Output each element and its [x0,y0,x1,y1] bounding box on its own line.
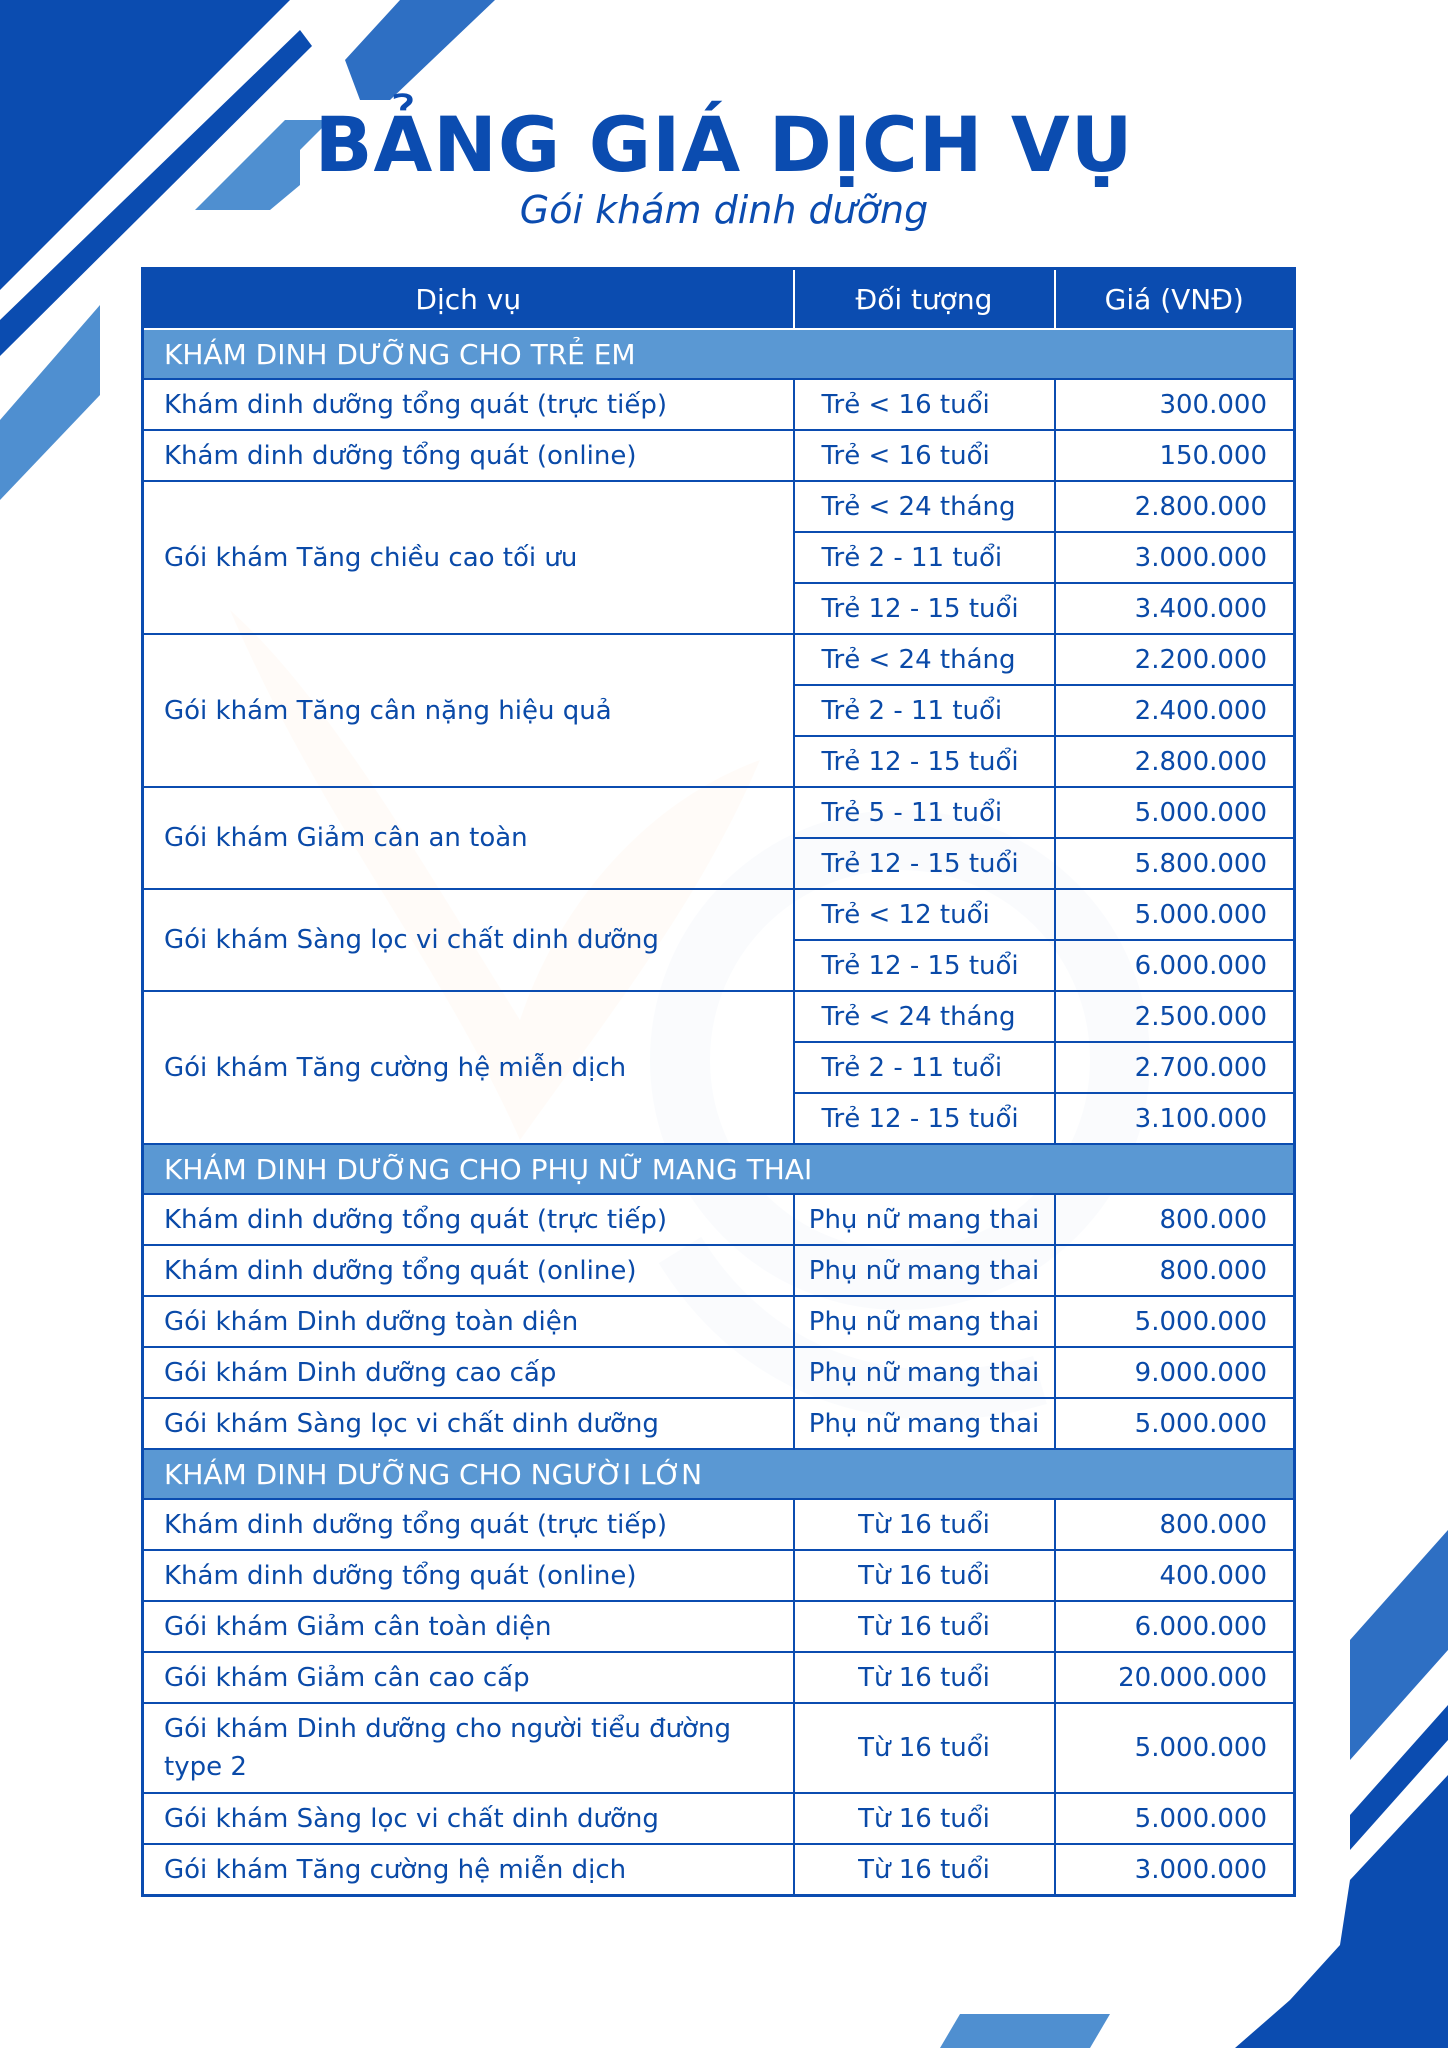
target-cell: Phụ nữ mang thai [794,1398,1055,1449]
service-cell: Gói khám Giảm cân toàn diện [143,1601,794,1652]
service-cell: Gói khám Tăng chiều cao tối ưu [143,481,794,634]
target-cell: Trẻ 2 - 11 tuổi [794,532,1055,583]
target-cell: Trẻ < 16 tuổi [794,430,1055,481]
table-row [143,1296,1295,1347]
table-row [143,1652,1295,1703]
target-cell: Trẻ < 16 tuổi [794,379,1055,430]
table-row [143,1194,1295,1245]
price-cell: 5.000.000 [1055,1398,1295,1449]
service-cell: Khám dinh dưỡng tổng quát (trực tiếp) [143,379,794,430]
target-cell: Trẻ 12 - 15 tuổi [794,1093,1055,1144]
price-cell: 3.100.000 [1055,1093,1295,1144]
target-cell: Trẻ < 12 tuổi [794,889,1055,940]
target-cell: Trẻ 2 - 11 tuổi [794,685,1055,736]
target-cell: Trẻ < 24 tháng [794,634,1055,685]
price-cell: 5.000.000 [1055,787,1295,838]
target-cell: Trẻ 2 - 11 tuổi [794,1042,1055,1093]
table-row [143,1499,1295,1550]
target-cell: Trẻ 12 - 15 tuổi [794,736,1055,787]
table-row [143,787,1295,838]
target-cell: Trẻ < 24 tháng [794,481,1055,532]
table-row [143,991,1295,1042]
service-cell: Gói khám Sàng lọc vi chất dinh dưỡng [143,1793,794,1844]
price-cell: 2.800.000 [1055,736,1295,787]
price-cell: 3.000.000 [1055,532,1295,583]
service-cell: Khám dinh dưỡng tổng quát (trực tiếp) [143,1499,794,1550]
target-cell: Từ 16 tuổi [794,1844,1055,1896]
target-cell: Phụ nữ mang thai [794,1245,1055,1296]
price-cell: 2.200.000 [1055,634,1295,685]
service-cell: Gói khám Dinh dưỡng cho người tiểu đường type 2 [143,1703,794,1793]
service-cell: Khám dinh dưỡng tổng quát (online) [143,1245,794,1296]
service-cell: Gói khám Sàng lọc vi chất dinh dưỡng [143,889,794,991]
price-cell: 2.500.000 [1055,991,1295,1042]
service-cell: Khám dinh dưỡng tổng quát (trực tiếp) [143,1194,794,1245]
price-cell: 6.000.000 [1055,1601,1295,1652]
target-cell: Từ 16 tuổi [794,1499,1055,1550]
service-cell: Gói khám Giảm cân an toàn [143,787,794,889]
service-cell: Gói khám Tăng cường hệ miễn dịch [143,1844,794,1896]
page-title: BẢNG GIÁ DỊCH VỤ [314,100,1134,189]
price-cell: 400.000 [1055,1550,1295,1601]
price-cell: 5.000.000 [1055,1296,1295,1347]
service-cell: Gói khám Sàng lọc vi chất dinh dưỡng [143,1398,794,1449]
section-title: KHÁM DINH DƯỠNG CHO PHỤ NỮ MANG THAI [143,1144,1295,1194]
header-price: Giá (VNĐ) [1055,269,1295,330]
price-cell: 2.700.000 [1055,1042,1295,1093]
price-cell: 5.000.000 [1055,1703,1295,1793]
section-title: KHÁM DINH DƯỠNG CHO NGƯỜI LỚN [143,1449,1295,1499]
price-cell: 3.400.000 [1055,583,1295,634]
service-cell: Gói khám Giảm cân cao cấp [143,1652,794,1703]
price-cell: 6.000.000 [1055,940,1295,991]
target-cell: Trẻ 12 - 15 tuổi [794,940,1055,991]
header-service: Dịch vụ [143,269,794,330]
target-cell: Từ 16 tuổi [794,1550,1055,1601]
table-row [143,481,1295,532]
price-cell: 9.000.000 [1055,1347,1295,1398]
target-cell: Phụ nữ mang thai [794,1296,1055,1347]
section-row-children [143,329,1295,379]
table-row [143,889,1295,940]
service-cell: Gói khám Dinh dưỡng cao cấp [143,1347,794,1398]
table-row [143,1398,1295,1449]
price-cell: 800.000 [1055,1194,1295,1245]
target-cell: Trẻ 12 - 15 tuổi [794,583,1055,634]
target-cell: Trẻ 12 - 15 tuổi [794,838,1055,889]
page-subtitle: Gói khám dinh dưỡng [519,188,929,232]
table-row [143,430,1295,481]
service-cell: Gói khám Tăng cường hệ miễn dịch [143,991,794,1144]
service-cell: Gói khám Tăng cân nặng hiệu quả [143,634,794,787]
target-cell: Trẻ 5 - 11 tuổi [794,787,1055,838]
price-cell: 2.400.000 [1055,685,1295,736]
target-cell: Trẻ < 24 tháng [794,991,1055,1042]
target-cell: Từ 16 tuổi [794,1601,1055,1652]
target-cell: Từ 16 tuổi [794,1703,1055,1793]
table-header-row [143,269,1295,330]
service-cell: Gói khám Dinh dưỡng toàn diện [143,1296,794,1347]
price-cell: 800.000 [1055,1245,1295,1296]
price-table [141,267,1296,1897]
target-cell: Phụ nữ mang thai [794,1347,1055,1398]
table-row [143,1793,1295,1844]
price-cell: 300.000 [1055,379,1295,430]
header-target: Đối tượng [794,269,1055,330]
section-row-pregnant [143,1144,1295,1194]
service-cell: Khám dinh dưỡng tổng quát (online) [143,1550,794,1601]
table-row [143,1844,1295,1896]
price-cell: 20.000.000 [1055,1652,1295,1703]
table-row [143,1703,1295,1793]
price-cell: 150.000 [1055,430,1295,481]
table-row [143,1601,1295,1652]
price-cell: 5.000.000 [1055,1793,1295,1844]
table-row [143,1245,1295,1296]
table-row [143,379,1295,430]
service-cell: Khám dinh dưỡng tổng quát (online) [143,430,794,481]
table-row [143,1550,1295,1601]
table-row [143,634,1295,685]
price-cell: 3.000.000 [1055,1844,1295,1896]
price-cell: 5.800.000 [1055,838,1295,889]
price-cell: 5.000.000 [1055,889,1295,940]
table-row [143,1347,1295,1398]
target-cell: Từ 16 tuổi [794,1652,1055,1703]
section-row-adults [143,1449,1295,1499]
target-cell: Từ 16 tuổi [794,1793,1055,1844]
price-cell: 2.800.000 [1055,481,1295,532]
section-title: KHÁM DINH DƯỠNG CHO TRẺ EM [143,329,1295,379]
target-cell: Phụ nữ mang thai [794,1194,1055,1245]
price-cell: 800.000 [1055,1499,1295,1550]
